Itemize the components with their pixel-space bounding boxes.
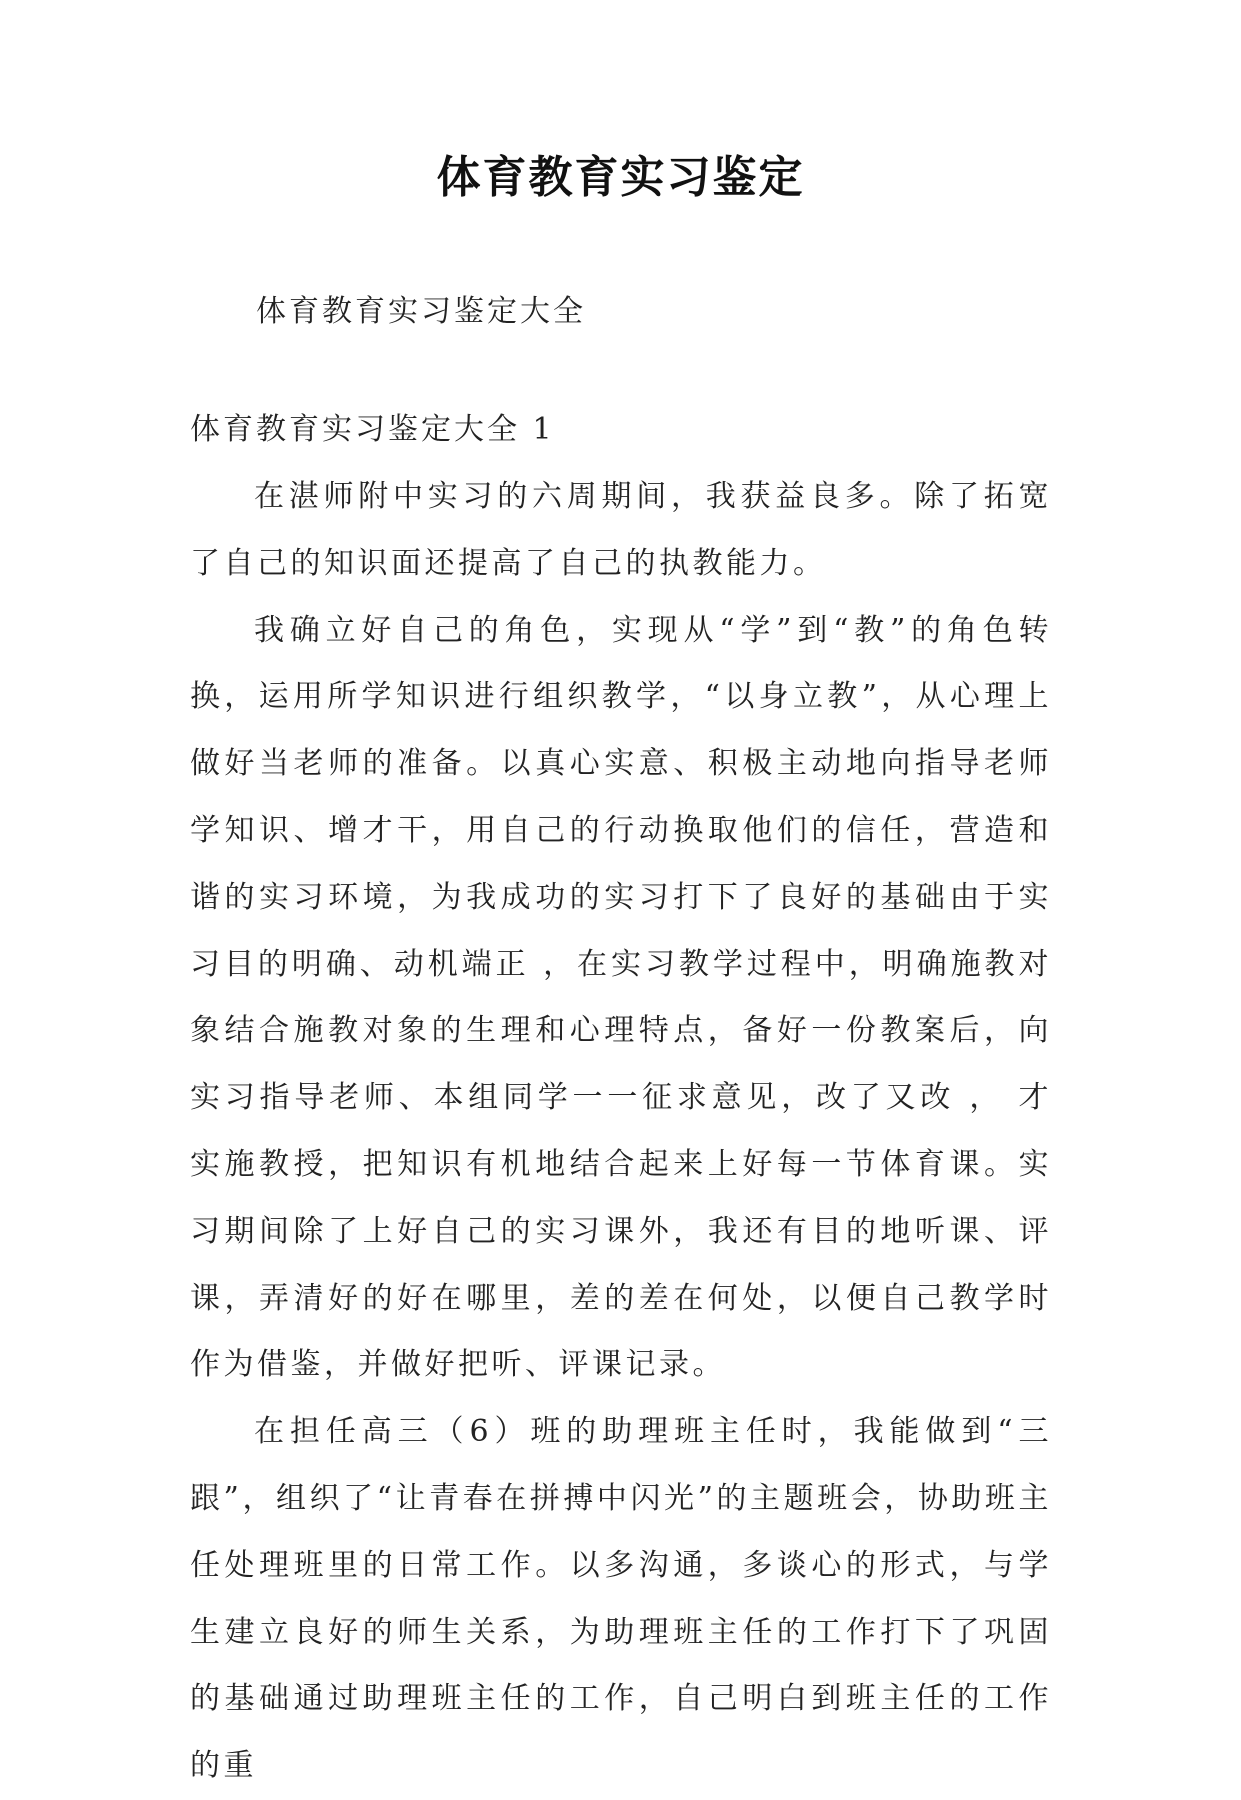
paragraph: 在湛师附中实习的六周期间，我获益良多。除了拓宽了自己的知识面还提高了自己的执教能力。: [190, 479, 1052, 581]
paragraph: 在担任高三（6）班的助理班主任时，我能做到“三跟”，组织了“让青春在拼搏中闪光”的主题班会，协助班主任处理班里的日常工作。以多沟通，多谈心的形式，与学生建立良好的师生关系，为助理班主任的工作打下了巩固的基础通过助理班主任的工作，自己明白到班主任的工作的重: [190, 1414, 1052, 1784]
body-text: [190, 464, 1052, 1800]
document-title: 体育教育实习鉴定: [436, 152, 805, 203]
document-subtitle: 体育教育实习鉴定大全: [256, 294, 586, 329]
paragraph: 我确立好自己的角色，实现从“学”到“教”的角色转换，运用所学知识进行组织教学，“以身立教”，从心理上做好当老师的准备。以真心实意、积极主动地向指导老师学知识、增才干，用自己的行动换取他们的信任，营造和谐的实习环境，为我成功的实习打下了良好的基础由于实习目的明确、动机端正 ，在实习教学过程中，明确施教对象结合施教对象的生理和心理特点，备好一份教案后，向实习指导老师、本组同学一一征求意见，改了又改 ， 才实施教授，把知识有机地结合起来上好每一节体育课。实习期间除了上好自己的实习课外，我还有目的地听课、评课，弄清好的好在哪里，差的差在何处，以便自己教学时作为借鉴，并做好把听、评课记录。: [190, 612, 1052, 1383]
section-heading: 体育教育实习鉴定大全 1: [190, 412, 555, 447]
